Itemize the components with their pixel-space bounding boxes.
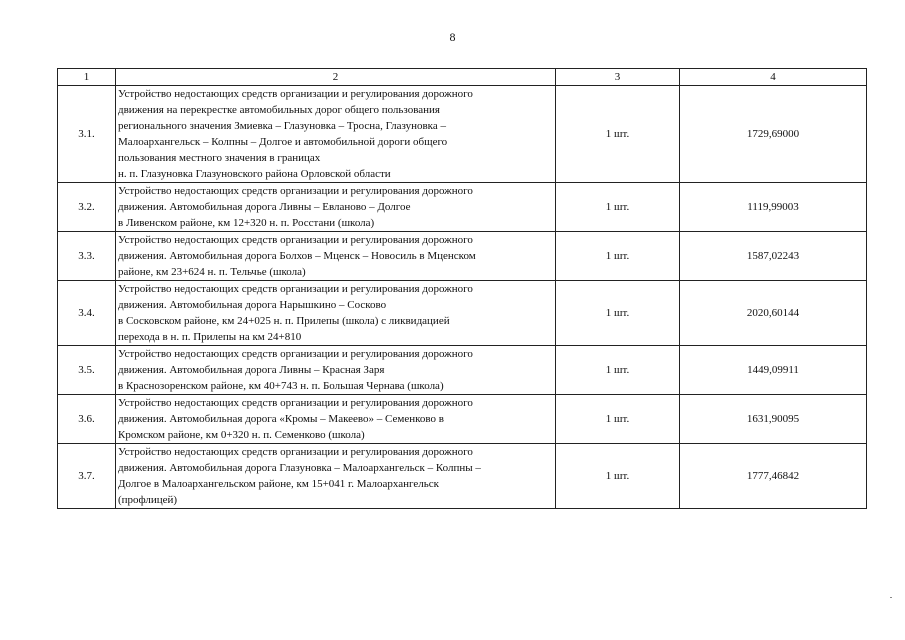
description-line: Устройство недостающих средств организации и регулирования дорожного bbox=[118, 283, 473, 295]
row-number: 3.5. bbox=[58, 346, 116, 395]
table-body bbox=[58, 86, 867, 509]
description-line: Устройство недостающих средств организации и регулирования дорожного bbox=[118, 446, 473, 458]
page-number: 8 bbox=[449, 30, 456, 44]
row-number: 3.6. bbox=[58, 395, 116, 444]
description-line: в Сосковском районе, км 24+025 н. п. Прилепы (школа) с ликвидацией bbox=[118, 315, 450, 327]
row-description bbox=[116, 395, 556, 444]
description-line: (профлицей) bbox=[118, 494, 178, 506]
description-line: районе, км 23+624 н. п. Тельчье (школа) bbox=[118, 266, 306, 278]
row-description bbox=[116, 86, 556, 183]
description-line: движения. Автомобильная дорога Ливны – Евланово – Долгое bbox=[118, 201, 411, 213]
row-description bbox=[116, 346, 556, 395]
row-description bbox=[116, 444, 556, 509]
row-description bbox=[116, 183, 556, 232]
row-number: 3.4. bbox=[58, 281, 116, 346]
description-line: пользования местного значения в границах bbox=[118, 152, 321, 164]
row-quantity: 1 шт. bbox=[556, 232, 680, 281]
header-col-2: 2 bbox=[116, 69, 556, 86]
row-value: 1587,02243 bbox=[680, 232, 867, 281]
row-quantity: 1 шт. bbox=[556, 281, 680, 346]
description-line: перехода в н. п. Прилепы на км 24+810 bbox=[118, 331, 302, 343]
row-number: 3.1. bbox=[58, 86, 116, 183]
row-value: 1449,09911 bbox=[680, 346, 867, 395]
row-value: 1729,69000 bbox=[680, 86, 867, 183]
description-line: движения. Автомобильная дорога «Кромы – Макеево» – Семенково в bbox=[118, 413, 444, 425]
description-line: движения. Автомобильная дорога Глазуновка – Малоархангельск – Колпны – bbox=[118, 462, 481, 474]
table-row bbox=[58, 395, 867, 444]
table-row bbox=[58, 444, 867, 509]
row-number: 3.7. bbox=[58, 444, 116, 509]
scan-speck bbox=[890, 597, 892, 598]
header-col-4: 4 bbox=[680, 69, 867, 86]
description-line: Долгое в Малоархангельском районе, км 15+041 г. Малоархангельск bbox=[118, 478, 440, 490]
row-quantity: 1 шт. bbox=[556, 86, 680, 183]
description-line: Устройство недостающих средств организации и регулирования дорожного bbox=[118, 397, 473, 409]
description-line: Устройство недостающих средств организации и регулирования дорожного bbox=[118, 234, 473, 246]
row-quantity: 1 шт. bbox=[556, 395, 680, 444]
description-line: Устройство недостающих средств организации и регулирования дорожного bbox=[118, 185, 473, 197]
row-description bbox=[116, 232, 556, 281]
table-row bbox=[58, 183, 867, 232]
table-header-row bbox=[58, 69, 867, 86]
row-description bbox=[116, 281, 556, 346]
row-value: 1631,90095 bbox=[680, 395, 867, 444]
header-col-1: 1 bbox=[58, 69, 116, 86]
description-line: в Ливенском районе, км 12+320 н. п. Росстани (школа) bbox=[118, 217, 375, 229]
row-number: 3.3. bbox=[58, 232, 116, 281]
row-quantity: 1 шт. bbox=[556, 346, 680, 395]
row-quantity: 1 шт. bbox=[556, 183, 680, 232]
description-line: Устройство недостающих средств организации и регулирования дорожного bbox=[118, 88, 473, 100]
table-row bbox=[58, 86, 867, 183]
description-line: движения. Автомобильная дорога Нарышкино – Сосково bbox=[118, 299, 387, 311]
table-row bbox=[58, 346, 867, 395]
description-line: Кромском районе, км 0+320 н. п. Семенково (школа) bbox=[118, 429, 365, 441]
description-line: движения на перекрестке автомобильных дорог общего пользования bbox=[118, 104, 440, 116]
budget-table bbox=[57, 68, 867, 509]
description-line: движения. Автомобильная дорога Болхов – Мценск – Новосиль в Мценском bbox=[118, 250, 476, 262]
description-line: в Краснозоренском районе, км 40+743 н. п. Большая Чернава (школа) bbox=[118, 380, 444, 392]
description-line: движения. Автомобильная дорога Ливны – Красная Заря bbox=[118, 364, 385, 376]
description-line: Устройство недостающих средств организации и регулирования дорожного bbox=[118, 348, 473, 360]
row-quantity: 1 шт. bbox=[556, 444, 680, 509]
row-value: 1119,99003 bbox=[680, 183, 867, 232]
description-line: регионального значения Змиевка – Глазуновка – Тросна, Глазуновка – bbox=[118, 120, 446, 132]
table-row bbox=[58, 232, 867, 281]
header-col-3: 3 bbox=[556, 69, 680, 86]
row-value: 1777,46842 bbox=[680, 444, 867, 509]
row-number: 3.2. bbox=[58, 183, 116, 232]
description-line: Малоархангельск – Колпны – Долгое и автомобильной дороги общего bbox=[118, 136, 448, 148]
table-row bbox=[58, 281, 867, 346]
description-line: н. п. Глазуновка Глазуновского района Орловской области bbox=[118, 168, 391, 180]
row-value: 2020,60144 bbox=[680, 281, 867, 346]
